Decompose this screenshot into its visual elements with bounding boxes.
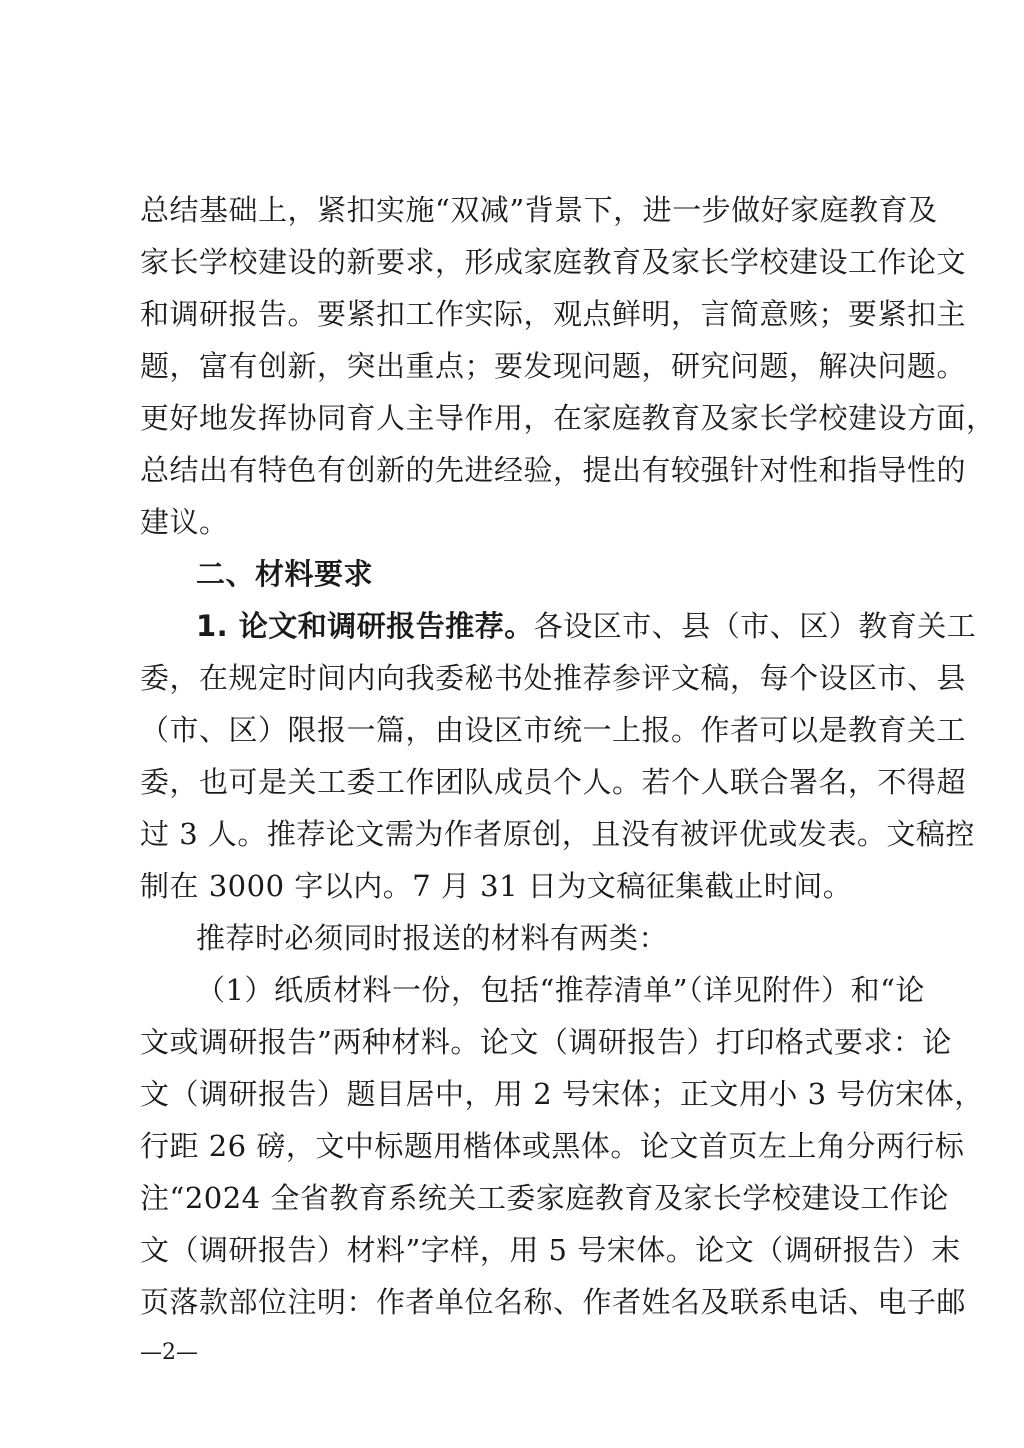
paper-item-line-2: 文或调研报告”两种材料。论文（调研报告）打印格式要求：论 <box>140 1025 952 1059</box>
intro-line-2: 家长学校建设的新要求，形成家庭教育及家长学校建设工作论文 <box>140 245 967 279</box>
item1-line-5: 过 3 人。推荐论文需为作者原创，且没有被评优或发表。文稿控 <box>140 817 975 851</box>
intro-line-7: 建议。 <box>140 505 229 539</box>
item1-line-4: 委，也可是关工委工作团队成员个人。若个人联合署名，不得超 <box>140 765 967 799</box>
item1-line-6: 制在 3000 字以内。7 月 31 日为文稿征集截止时间。 <box>140 869 853 903</box>
item1-first-line-rest: 各设区市、县（市、区）教育关工 <box>533 609 977 643</box>
paper-item-line-7: 页落款部位注明：作者单位名称、作者姓名及联系电话、电子邮 <box>140 1285 967 1319</box>
intro-line-3: 和调研报告。要紧扣工作实际，观点鲜明，言简意赅；要紧扣主 <box>140 297 967 331</box>
section-heading: 二、材料要求 <box>196 557 374 591</box>
page-number: —2— <box>140 1340 198 1365</box>
intro-line-6: 总结出有特色有创新的先进经验，提出有较强针对性和指导性的 <box>140 453 967 487</box>
paper-item-line-5: 注“2024 全省教育系统关工委家庭教育及家长学校建设工作论 <box>140 1181 949 1215</box>
item1-first-line <box>196 606 977 646</box>
paper-item-line-4: 行距 26 磅，文中标题用楷体或黑体。论文首页左上角分两行标 <box>140 1129 965 1163</box>
materials-intro: 推荐时必须同时报送的材料有两类： <box>196 921 669 955</box>
paper-item-line-3: 文（调研报告）题目居中，用 2 号宋体；正文用小 3 号仿宋体， <box>140 1077 984 1111</box>
item1-title: 1. 论文和调研报告推荐。 <box>196 609 534 643</box>
paper-item-line-6: 文（调研报告）材料”字样，用 5 号宋体。论文（调研报告）末 <box>140 1233 961 1267</box>
paper-item-first-line: （1）纸质材料一份，包括“推荐清单”（详见附件）和“论 <box>196 973 925 1007</box>
intro-line-1: 总结基础上，紧扣实施“双减”背景下，进一步做好家庭教育及 <box>140 193 938 227</box>
item1-line-3: （市、区）限报一篇，由设区市统一上报。作者可以是教育关工 <box>140 713 967 747</box>
item1-line-2: 委，在规定时间内向我委秘书处推荐参评文稿，每个设区市、县 <box>140 661 967 695</box>
intro-line-4: 题，富有创新，突出重点；要发现问题，研究问题，解决问题。 <box>140 349 967 383</box>
intro-line-5: 更好地发挥协同育人主导作用，在家庭教育及家长学校建设方面， <box>140 401 996 435</box>
